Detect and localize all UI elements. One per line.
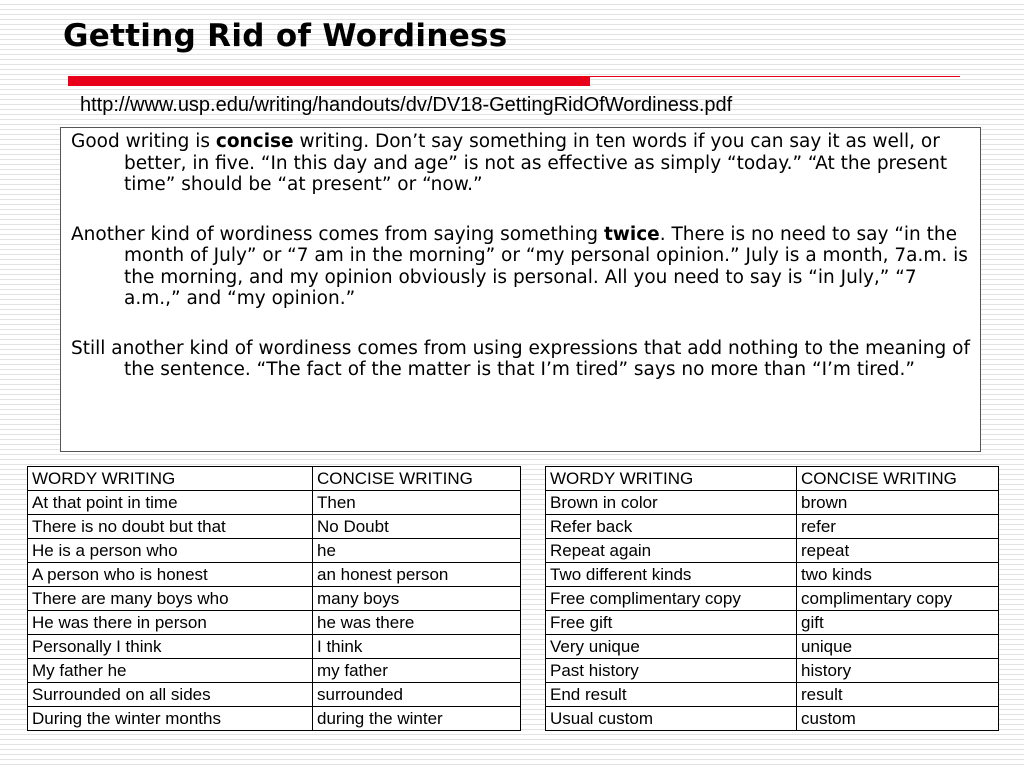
table-row <box>546 611 999 635</box>
table-row <box>546 659 999 683</box>
title-underline-thin <box>590 76 960 77</box>
concise-cell: he <box>313 539 521 563</box>
paragraph-concise-keyword: concise <box>215 131 294 152</box>
paragraph-concise-after: writing. Don’t say something in ten words if you can say it as well, or better, in five. “In this day and age” is not as effective as simply “today.” “At the present time” should be “at present” or “now.” <box>124 131 948 195</box>
paragraph-concise <box>71 131 970 196</box>
table-row <box>546 707 999 731</box>
concise-cell: he was there <box>313 611 521 635</box>
header-wordy-writing: WORDY WRITING <box>28 467 313 491</box>
concise-cell: No Doubt <box>313 515 521 539</box>
wordy-cell: Surrounded on all sides <box>28 683 313 707</box>
table-row <box>28 635 521 659</box>
table-row <box>28 659 521 683</box>
source-url: http://www.usp.edu/writing/handouts/dv/DV18-GettingRidOfWordiness.pdf <box>80 94 733 116</box>
header-concise-writing: CONCISE WRITING <box>797 467 999 491</box>
concise-cell: my father <box>313 659 521 683</box>
table-row <box>28 587 521 611</box>
explanation-textbox <box>60 127 981 452</box>
wordy-cell: There is no doubt but that <box>28 515 313 539</box>
table-row <box>28 515 521 539</box>
concise-cell: I think <box>313 635 521 659</box>
table-row <box>546 491 999 515</box>
concise-cell: repeat <box>797 539 999 563</box>
wordy-cell: Free gift <box>546 611 797 635</box>
table-row <box>28 611 521 635</box>
wordy-cell: He was there in person <box>28 611 313 635</box>
wordy-cell: End result <box>546 683 797 707</box>
paragraph-twice <box>71 224 970 310</box>
wordy-cell: Repeat again <box>546 539 797 563</box>
paragraph-expressions: Still another kind of wordiness comes from using expressions that add nothing to the meaning of the sentence. “The fact of the matter is that I’m tired” says no more than “I’m tired.” <box>71 337 970 380</box>
concise-cell: result <box>797 683 999 707</box>
wordy-cell: He is a person who <box>28 539 313 563</box>
table-row <box>546 563 999 587</box>
paragraph-concise-before: Good writing is <box>71 131 216 152</box>
wordy-cell: Two different kinds <box>546 563 797 587</box>
header-wordy-writing: WORDY WRITING <box>546 467 797 491</box>
concise-cell: gift <box>797 611 999 635</box>
wordy-cell: Usual custom <box>546 707 797 731</box>
left-wordy-concise-table <box>27 466 521 731</box>
title-underline-bar <box>68 76 590 86</box>
paragraph-twice-keyword: twice <box>603 223 660 245</box>
table-row <box>28 683 521 707</box>
table-row <box>28 707 521 731</box>
concise-cell: during the winter <box>313 707 521 731</box>
wordy-cell: Free complimentary copy <box>546 587 797 611</box>
concise-cell: complimentary copy <box>797 587 999 611</box>
header-concise-writing: CONCISE WRITING <box>313 467 521 491</box>
concise-cell: many boys <box>313 587 521 611</box>
wordy-cell: Personally I think <box>28 635 313 659</box>
wordy-cell: During the winter months <box>28 707 313 731</box>
concise-cell: brown <box>797 491 999 515</box>
table-row <box>28 491 521 515</box>
table-row <box>28 563 521 587</box>
concise-cell: Then <box>313 491 521 515</box>
concise-cell: unique <box>797 635 999 659</box>
wordy-cell: Refer back <box>546 515 797 539</box>
table-row <box>546 635 999 659</box>
table-row <box>546 539 999 563</box>
wordy-cell: Very unique <box>546 635 797 659</box>
table-header-row <box>28 467 521 491</box>
wordy-cell: A person who is honest <box>28 563 313 587</box>
slide-title: Getting Rid of Wordiness <box>63 18 508 54</box>
concise-cell: an honest person <box>313 563 521 587</box>
wordy-cell: There are many boys who <box>28 587 313 611</box>
table-row <box>546 587 999 611</box>
concise-cell: refer <box>797 515 999 539</box>
wordy-cell: At that point in time <box>28 491 313 515</box>
concise-cell: custom <box>797 707 999 731</box>
concise-cell: history <box>797 659 999 683</box>
wordy-cell: My father he <box>28 659 313 683</box>
table-row <box>28 539 521 563</box>
paragraph-twice-after: . There is no need to say “in the month of July” or “7 am in the morning” or “my personal opinion.” July is a month, 7a.m. is the morning, and my opinion obviously is personal. All you need to say is “in July,” “7 a.m.,” and “my opinion.” <box>124 223 968 309</box>
concise-cell: two kinds <box>797 563 999 587</box>
wordy-cell: Past history <box>546 659 797 683</box>
table-header-row <box>546 467 999 491</box>
paragraph-twice-before: Another kind of wordiness comes from saying something <box>71 223 604 245</box>
concise-cell: surrounded <box>313 683 521 707</box>
table-row <box>546 515 999 539</box>
table-row <box>546 683 999 707</box>
right-wordy-concise-table <box>545 466 999 731</box>
wordy-cell: Brown in color <box>546 491 797 515</box>
